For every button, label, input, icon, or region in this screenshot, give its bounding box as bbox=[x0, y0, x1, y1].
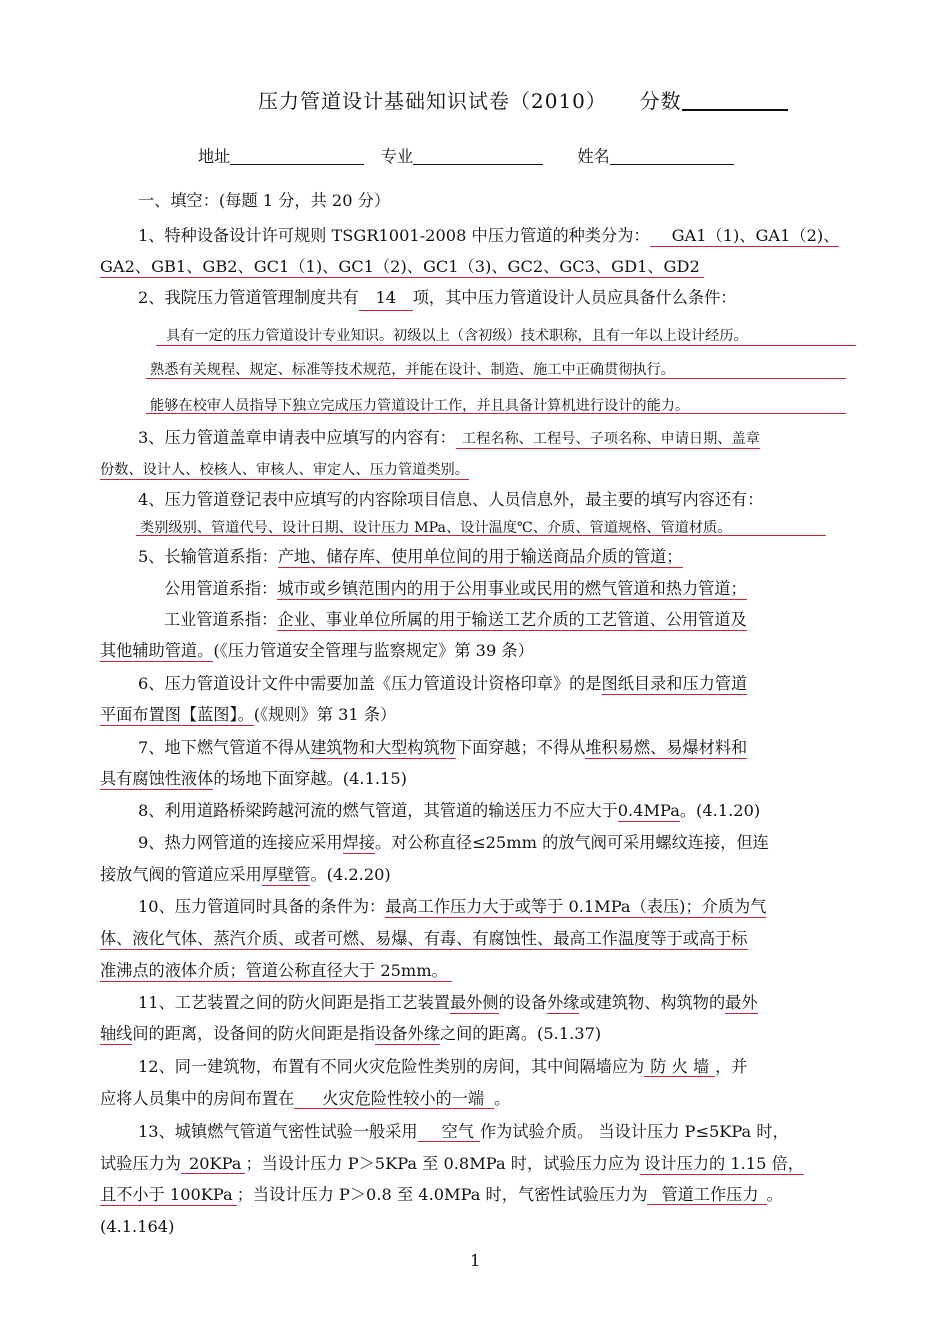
q5-label-3: 工业管道系指： bbox=[164, 610, 278, 629]
q13-text-3: 试验压力为 bbox=[100, 1154, 181, 1173]
q5-label-1: 5、长输管道系指： bbox=[138, 547, 278, 566]
q5-answer-1: 产地、储存库、使用单位间的用于输送商品介质的管道； bbox=[277, 547, 683, 566]
q10-text-1: 10、压力管道同时具备的条件为： bbox=[138, 897, 386, 916]
student-info-row bbox=[198, 146, 734, 168]
q2-answer-1-underline bbox=[156, 345, 856, 346]
q7-text-3: 的场地下面穿越。(4.1.15) bbox=[213, 769, 407, 788]
q12-answer-2: 火灾危险性较小的一端 bbox=[294, 1089, 494, 1109]
q12-text-3: 应将人员集中的房间布置在 bbox=[100, 1089, 295, 1108]
question-13-cont-2 bbox=[100, 1184, 783, 1206]
q13-answer-5: 管道工作压力 bbox=[647, 1185, 766, 1205]
q13-text-5: ；当设计压力 P＞0.8 至 4.0MPa 时，气密性试验压力为 bbox=[236, 1185, 648, 1204]
question-13-cont-1 bbox=[100, 1153, 804, 1175]
q11-text-2: 的设备 bbox=[498, 993, 548, 1012]
q3-answer-b: 份数、设计人、校核人、审核人、审定人、压力管道类别。 bbox=[100, 462, 469, 478]
question-10-cont-2 bbox=[100, 960, 452, 982]
q2-answer-2-text: 熟悉有关规程、规定、标准等技术规范，并能在设计、制造、施工中正确贯彻执行。 bbox=[150, 362, 675, 378]
q12-answer-1: 防 火 墙 bbox=[644, 1057, 715, 1077]
question-12 bbox=[138, 1056, 747, 1078]
score-label: 分数 bbox=[639, 89, 682, 113]
q2-text-a: 2、我院压力管道管理制度共有 bbox=[138, 288, 359, 307]
q9-answer-1: 焊接 bbox=[342, 833, 375, 852]
q7-text-1: 7、地下燃气管道不得从 bbox=[138, 738, 311, 757]
q7-answer-3: 具有腐蚀性液体 bbox=[100, 769, 214, 788]
q10-answer-3: 准沸点的液体介质；管道公称直径大于 25mm。 bbox=[100, 961, 452, 982]
question-5-line-2 bbox=[164, 578, 747, 600]
q1-answer-a: GA1（1)、GA1（2)、 bbox=[650, 226, 840, 247]
question-10 bbox=[138, 896, 766, 918]
question-7 bbox=[138, 737, 747, 759]
q8-answer: 0.4MPa bbox=[617, 801, 680, 820]
question-3-cont bbox=[100, 459, 469, 481]
q11-answer-3: 最外 bbox=[725, 993, 758, 1012]
q9-text-2: 。对公称直径≤25mm 的放气阀可采用螺纹连接，但连 bbox=[374, 833, 769, 852]
q6-answer-a: 图纸目录和压力管道 bbox=[601, 674, 748, 693]
q10-answer-1: 最高工作压力大于或等于 0.1MPa（表压)；介质为气 bbox=[385, 897, 767, 916]
question-7-cont bbox=[100, 768, 407, 790]
name-label: 姓名 bbox=[577, 147, 610, 166]
q9-text-4: 。(4.2.20) bbox=[310, 865, 391, 884]
q12-text-4: 。 bbox=[494, 1089, 511, 1108]
q1-answer-b: GA2、GB1、GB2、GC1（1)、GC1（2)、GC1（3)、GC2、GC3、GD1、GD2 bbox=[100, 257, 704, 278]
q11-text-5: 之间的距离。(5.1.37) bbox=[439, 1024, 602, 1043]
q4-answer-text: 类别级别、管道代号、设计日期、设计压力 MPa、设计温度℃、介质、管道规格、管道材质。 bbox=[140, 520, 732, 536]
q10-answer-2: 体、液化气体、蒸汽介质、或者可燃、易爆、有毒、有腐蚀性、最高工作温度等于或高于标 bbox=[100, 929, 748, 948]
question-9-cont bbox=[100, 864, 391, 886]
q7-answer-2: 堆积易燃、易爆材料和 bbox=[585, 738, 748, 757]
q11-answer-1: 最外侧 bbox=[449, 993, 499, 1012]
q9-text-1: 9、热力网管道的连接应采用 bbox=[138, 833, 343, 852]
q2-answer-3-text: 能够在校审人员指导下独立完成压力管道设计工作，并且具备计算机进行设计的能力。 bbox=[150, 398, 690, 414]
q2-text-b: 项，其中压力管道设计人员应具备什么条件： bbox=[412, 288, 737, 307]
page-number: 1 bbox=[470, 1251, 481, 1270]
exam-title: 压力管道设计基础知识试卷（2010） bbox=[258, 89, 607, 113]
major-label: 专业 bbox=[380, 147, 414, 166]
q12-text-2: ，并 bbox=[715, 1057, 748, 1076]
question-5-line-4 bbox=[100, 640, 534, 662]
q2-answer-1-text: 具有一定的压力管道设计专业知识。初级以上（含初级）技术职称，且有一年以上设计经历。 bbox=[166, 328, 748, 344]
q13-answer-3: 设计压力的 1.15 倍， bbox=[640, 1154, 804, 1175]
question-11-cont bbox=[100, 1023, 601, 1045]
q12-text-1: 12、同一建筑物，布置有不同火灾危险性类别的房间，其中间隔墙应为 bbox=[138, 1057, 645, 1076]
q11-answer-5: 设备外缘 bbox=[375, 1024, 440, 1043]
question-2 bbox=[138, 287, 737, 311]
name-field[interactable] bbox=[610, 146, 734, 165]
question-3 bbox=[138, 427, 760, 450]
question-12-cont bbox=[100, 1088, 510, 1110]
q5-answer-2: 城市或乡镇范围内的用于公用事业或民用的燃气管道和热力管道； bbox=[277, 579, 747, 598]
q6-answer-b: 平面布置图【蓝图】。 bbox=[100, 705, 254, 724]
major-field[interactable] bbox=[413, 146, 543, 165]
q7-answer-1: 建筑物和大型构筑物 bbox=[310, 738, 456, 757]
q2-count: 14 bbox=[359, 287, 413, 311]
question-11 bbox=[138, 992, 758, 1014]
q5-label-2: 公用管道系指： bbox=[164, 579, 278, 598]
address-field[interactable] bbox=[230, 146, 364, 165]
q11-text-3: 或建筑物、构筑物的 bbox=[579, 993, 726, 1012]
q1-text: 1、特种设备设计许可规则 TSGR1001-2008 中压力管道的种类分为： bbox=[138, 226, 650, 245]
q13-text-4: ；当设计压力 P＞5KPa 至 0.8MPa 时，试验压力应为 bbox=[245, 1154, 641, 1173]
question-1-cont bbox=[100, 256, 704, 278]
q4-answer-underline bbox=[136, 535, 826, 536]
page-title bbox=[258, 90, 788, 112]
question-4 bbox=[138, 489, 763, 511]
q6-text: 6、压力管道设计文件中需要加盖《压力管道设计资格印章》的是 bbox=[138, 674, 602, 693]
q9-text-3: 接放气阀的管道应采用 bbox=[100, 865, 262, 884]
section-heading: 一、填空：(每题 1 分，共 20 分） bbox=[138, 191, 391, 210]
q5-answer-3b: 其他辅助管道。 bbox=[100, 641, 214, 660]
score-field[interactable] bbox=[682, 91, 788, 111]
q9-answer-2: 厚壁管 bbox=[261, 865, 311, 884]
question-5-line-1 bbox=[138, 546, 683, 568]
q8-text-2: 。(4.1.20) bbox=[679, 801, 761, 820]
q11-text-1: 11、工艺装置之间的防火间距是指工艺装置 bbox=[138, 993, 450, 1012]
q11-text-4: 间的距离，设备间的防火间距是指 bbox=[132, 1024, 376, 1043]
q11-answer-4: 轴线 bbox=[100, 1024, 133, 1043]
q13-text-2: 作为试验介质。 当设计压力 P≤5KPa 时， bbox=[479, 1122, 789, 1141]
q7-text-2: 下面穿越；不得从 bbox=[455, 738, 586, 757]
q6-reference: (《规则》第 31 条） bbox=[253, 705, 397, 724]
q13-answer-4: 且不小于 100KPa bbox=[100, 1185, 237, 1206]
q13-text-6: 。 bbox=[766, 1185, 783, 1204]
q13-answer-1: 空气 bbox=[418, 1122, 480, 1142]
question-10-cont-1 bbox=[100, 928, 748, 950]
q3-answer-a: 工程名称、工程号、子项名称、申请日期、盖章 bbox=[456, 431, 760, 449]
q8-text-1: 8、利用道路桥梁跨越河流的燃气管道，其管道的输送压力不应大于 bbox=[138, 801, 618, 820]
q5-answer-3a: 企业、事业单位所属的用于输送工艺介质的工艺管道、公用管道及 bbox=[277, 610, 747, 629]
q4-text: 4、压力管道登记表中应填写的内容除项目信息、人员信息外，最主要的填写内容还有： bbox=[138, 490, 764, 509]
question-6 bbox=[138, 673, 747, 695]
address-label: 地址 bbox=[198, 147, 231, 166]
q3-text: 3、压力管道盖章申请表中应填写的内容有： bbox=[138, 428, 456, 447]
question-13 bbox=[138, 1121, 789, 1143]
q13-answer-2: 20KPa bbox=[181, 1154, 246, 1174]
question-13-ref: (4.1.164) bbox=[100, 1217, 175, 1236]
question-9 bbox=[138, 832, 769, 854]
question-8 bbox=[138, 800, 760, 822]
q13-text-1: 13、城镇燃气管道气密性试验一般采用 bbox=[138, 1122, 418, 1141]
q11-answer-2: 外缘 bbox=[547, 993, 580, 1012]
q2-answer-3-underline bbox=[146, 413, 846, 414]
q5-reference: (《压力管道安全管理与监察规定》第 39 条） bbox=[213, 641, 534, 660]
q2-answer-2-underline bbox=[146, 378, 846, 379]
q2-answer-1 bbox=[166, 325, 748, 347]
question-1 bbox=[138, 225, 839, 247]
question-5-line-3 bbox=[164, 609, 747, 631]
question-6-cont bbox=[100, 704, 396, 726]
